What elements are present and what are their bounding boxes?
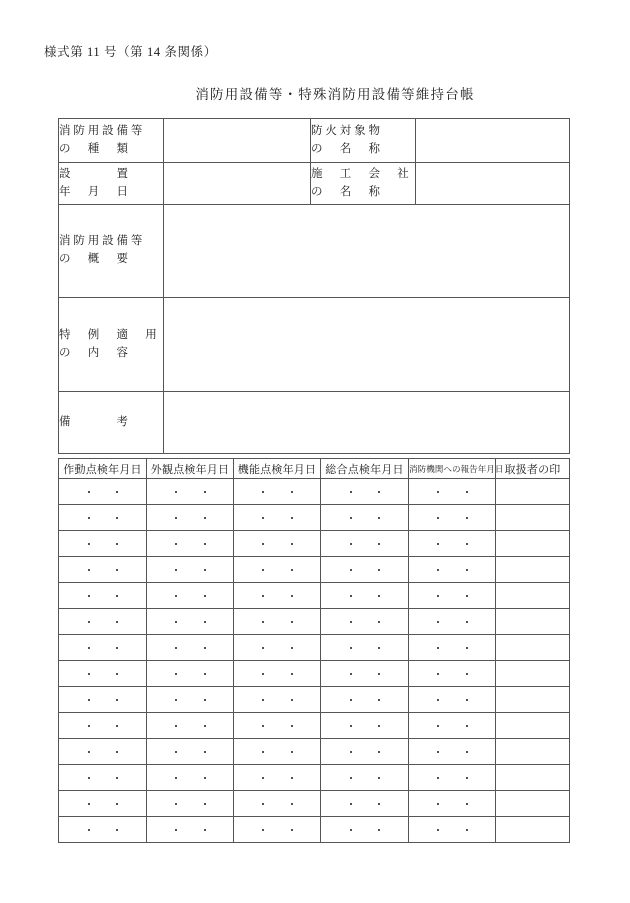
value-property-name[interactable] bbox=[416, 119, 570, 163]
date-separator-dot bbox=[466, 725, 468, 727]
table-row bbox=[59, 119, 570, 163]
label-line-2: の 種 類 bbox=[59, 142, 128, 155]
date-separator-dot bbox=[466, 803, 468, 805]
table-row bbox=[59, 817, 570, 843]
label-line-2: の 名 称 bbox=[311, 142, 380, 155]
date-separator-dot bbox=[262, 751, 264, 753]
date-separator-dot bbox=[262, 673, 264, 675]
inspection-date-cell[interactable] bbox=[321, 739, 409, 765]
date-separator-dot bbox=[437, 803, 439, 805]
handler-seal-cell[interactable] bbox=[496, 791, 570, 817]
date-separator-dot bbox=[378, 621, 380, 623]
inspection-date-cell[interactable] bbox=[321, 531, 409, 557]
inspection-date-cell[interactable] bbox=[321, 817, 409, 843]
inspection-date-cell[interactable] bbox=[59, 687, 147, 713]
date-separator-dot bbox=[350, 777, 352, 779]
date-separator-dot bbox=[116, 517, 118, 519]
inspection-date-cell[interactable] bbox=[409, 505, 496, 531]
inspection-date-cell[interactable] bbox=[234, 479, 321, 505]
label-line-2: の 内 容 bbox=[59, 346, 128, 359]
date-separator-dot bbox=[291, 699, 293, 701]
date-separator-dot bbox=[116, 699, 118, 701]
date-separator-dot bbox=[116, 829, 118, 831]
date-separator-dot bbox=[262, 777, 264, 779]
label-line-2: 年 月 日 bbox=[59, 185, 128, 198]
label-special-exemption bbox=[59, 298, 164, 392]
date-separator-dot bbox=[437, 673, 439, 675]
date-separator-dot bbox=[88, 829, 90, 831]
date-separator-dot bbox=[291, 725, 293, 727]
table-row bbox=[59, 765, 570, 791]
label-line-2: の 概 要 bbox=[59, 253, 128, 265]
handler-seal-cell[interactable] bbox=[496, 635, 570, 661]
column-header-function-inspection: 機能点検年月日 bbox=[234, 459, 321, 479]
date-separator-dot bbox=[437, 543, 439, 545]
table-row bbox=[59, 557, 570, 583]
inspection-date-cell[interactable] bbox=[321, 479, 409, 505]
date-separator-dot bbox=[175, 543, 177, 545]
value-install-date[interactable] bbox=[164, 163, 311, 205]
date-separator-dot bbox=[116, 725, 118, 727]
inspection-date-cell[interactable] bbox=[409, 817, 496, 843]
handler-seal-cell[interactable] bbox=[496, 661, 570, 687]
inspection-date-cell[interactable] bbox=[59, 765, 147, 791]
date-separator-dot bbox=[175, 673, 177, 675]
date-separator-dot bbox=[378, 517, 380, 519]
inspection-date-cell[interactable] bbox=[409, 765, 496, 791]
label-install-date bbox=[59, 163, 164, 205]
date-separator-dot bbox=[350, 725, 352, 727]
inspection-date-cell[interactable] bbox=[234, 661, 321, 687]
inspection-date-cell[interactable] bbox=[409, 609, 496, 635]
date-separator-dot bbox=[204, 673, 206, 675]
inspection-date-cell[interactable] bbox=[147, 635, 234, 661]
date-separator-dot bbox=[350, 647, 352, 649]
table-row bbox=[59, 298, 570, 392]
date-separator-dot bbox=[437, 621, 439, 623]
inspection-date-cell[interactable] bbox=[409, 661, 496, 687]
date-separator-dot bbox=[175, 491, 177, 493]
date-separator-dot bbox=[116, 803, 118, 805]
date-separator-dot bbox=[88, 595, 90, 597]
handler-seal-cell[interactable] bbox=[496, 583, 570, 609]
date-separator-dot bbox=[291, 517, 293, 519]
label-line-1: 設 置 bbox=[59, 167, 128, 180]
date-separator-dot bbox=[204, 725, 206, 727]
inspection-date-cell[interactable] bbox=[59, 661, 147, 687]
date-separator-dot bbox=[350, 673, 352, 675]
date-separator-dot bbox=[88, 491, 90, 493]
inspection-date-cell[interactable] bbox=[321, 609, 409, 635]
column-header-fire-dept-report: 消防機関への報告年月日 bbox=[409, 459, 496, 479]
label-line-1: 消 防 用 設 備 等 bbox=[59, 235, 143, 248]
inspection-date-cell[interactable] bbox=[409, 583, 496, 609]
column-header-comprehensive-inspection: 総合点検年月日 bbox=[321, 459, 409, 479]
inspection-date-cell[interactable] bbox=[409, 687, 496, 713]
table-row bbox=[59, 791, 570, 817]
inspection-date-cell[interactable] bbox=[59, 583, 147, 609]
inspection-date-cell[interactable] bbox=[59, 557, 147, 583]
inspection-date-cell[interactable] bbox=[147, 505, 234, 531]
date-separator-dot bbox=[466, 777, 468, 779]
date-separator-dot bbox=[437, 569, 439, 571]
date-separator-dot bbox=[116, 751, 118, 753]
date-separator-dot bbox=[88, 699, 90, 701]
date-separator-dot bbox=[466, 751, 468, 753]
inspection-date-cell[interactable] bbox=[234, 583, 321, 609]
inspection-date-cell[interactable] bbox=[409, 713, 496, 739]
table-row bbox=[59, 505, 570, 531]
form-number: 様式第 11 号（第 14 条関係） bbox=[44, 45, 217, 59]
date-separator-dot bbox=[204, 829, 206, 831]
date-separator-dot bbox=[204, 595, 206, 597]
table-row bbox=[59, 609, 570, 635]
date-separator-dot bbox=[262, 621, 264, 623]
date-separator-dot bbox=[466, 595, 468, 597]
inspection-date-cell[interactable] bbox=[409, 531, 496, 557]
label-equipment-type bbox=[59, 119, 164, 163]
handler-seal-cell[interactable] bbox=[496, 609, 570, 635]
inspection-date-cell[interactable] bbox=[59, 479, 147, 505]
inspection-date-cell[interactable] bbox=[59, 609, 147, 635]
date-separator-dot bbox=[350, 803, 352, 805]
date-separator-dot bbox=[204, 751, 206, 753]
date-separator-dot bbox=[204, 491, 206, 493]
label-line-2: の 名 称 bbox=[311, 185, 380, 198]
date-separator-dot bbox=[204, 803, 206, 805]
table-header-row bbox=[59, 459, 570, 479]
date-separator-dot bbox=[466, 673, 468, 675]
date-separator-dot bbox=[88, 725, 90, 727]
column-header-handler-seal: 取扱者の印 bbox=[496, 459, 570, 479]
inspection-log-body bbox=[59, 479, 570, 843]
inspection-date-cell[interactable] bbox=[409, 557, 496, 583]
inspection-date-cell[interactable] bbox=[59, 531, 147, 557]
date-separator-dot bbox=[116, 647, 118, 649]
inspection-date-cell[interactable] bbox=[409, 739, 496, 765]
table-row bbox=[59, 163, 570, 205]
date-separator-dot bbox=[466, 491, 468, 493]
inspection-date-cell[interactable] bbox=[147, 557, 234, 583]
value-equipment-outline[interactable] bbox=[164, 205, 570, 298]
date-separator-dot bbox=[88, 803, 90, 805]
date-separator-dot bbox=[378, 829, 380, 831]
date-separator-dot bbox=[204, 621, 206, 623]
date-separator-dot bbox=[350, 751, 352, 753]
value-remarks[interactable] bbox=[164, 392, 570, 454]
date-separator-dot bbox=[262, 829, 264, 831]
inspection-date-cell[interactable] bbox=[321, 583, 409, 609]
inspection-date-cell[interactable] bbox=[234, 739, 321, 765]
date-separator-dot bbox=[88, 751, 90, 753]
handler-seal-cell[interactable] bbox=[496, 557, 570, 583]
inspection-date-cell[interactable] bbox=[147, 817, 234, 843]
date-separator-dot bbox=[437, 751, 439, 753]
inspection-date-cell[interactable] bbox=[234, 635, 321, 661]
date-separator-dot bbox=[262, 595, 264, 597]
label-line-1: 施 工 会 社 bbox=[311, 167, 409, 180]
table-row bbox=[59, 479, 570, 505]
inspection-date-cell[interactable] bbox=[321, 661, 409, 687]
inspection-date-cell[interactable] bbox=[409, 791, 496, 817]
inspection-date-cell[interactable] bbox=[321, 687, 409, 713]
inspection-date-cell[interactable] bbox=[321, 713, 409, 739]
handler-seal-cell[interactable] bbox=[496, 687, 570, 713]
inspection-date-cell[interactable] bbox=[147, 609, 234, 635]
date-separator-dot bbox=[262, 543, 264, 545]
date-separator-dot bbox=[291, 751, 293, 753]
inspection-date-cell[interactable] bbox=[147, 583, 234, 609]
date-separator-dot bbox=[175, 595, 177, 597]
inspection-date-cell[interactable] bbox=[59, 635, 147, 661]
date-separator-dot bbox=[291, 673, 293, 675]
date-separator-dot bbox=[88, 647, 90, 649]
date-separator-dot bbox=[175, 803, 177, 805]
date-separator-dot bbox=[175, 725, 177, 727]
date-separator-dot bbox=[175, 569, 177, 571]
handler-seal-cell[interactable] bbox=[496, 739, 570, 765]
date-separator-dot bbox=[437, 699, 439, 701]
inspection-date-cell[interactable] bbox=[147, 765, 234, 791]
date-separator-dot bbox=[437, 777, 439, 779]
date-separator-dot bbox=[262, 491, 264, 493]
maintenance-info-table bbox=[58, 118, 570, 454]
label-line-1: 防 火 対 象 物 bbox=[311, 124, 380, 137]
date-separator-dot bbox=[175, 777, 177, 779]
table-row bbox=[59, 739, 570, 765]
date-separator-dot bbox=[350, 491, 352, 493]
date-separator-dot bbox=[204, 699, 206, 701]
date-separator-dot bbox=[378, 777, 380, 779]
date-separator-dot bbox=[291, 595, 293, 597]
date-separator-dot bbox=[262, 803, 264, 805]
value-special-exemption[interactable] bbox=[164, 298, 570, 392]
date-separator-dot bbox=[262, 725, 264, 727]
inspection-date-cell[interactable] bbox=[321, 635, 409, 661]
date-separator-dot bbox=[378, 595, 380, 597]
date-separator-dot bbox=[378, 803, 380, 805]
date-separator-dot bbox=[378, 699, 380, 701]
inspection-date-cell[interactable] bbox=[59, 739, 147, 765]
date-separator-dot bbox=[350, 543, 352, 545]
inspection-date-cell[interactable] bbox=[321, 505, 409, 531]
date-separator-dot bbox=[175, 647, 177, 649]
inspection-date-cell[interactable] bbox=[234, 713, 321, 739]
date-separator-dot bbox=[437, 647, 439, 649]
date-separator-dot bbox=[175, 751, 177, 753]
table-row bbox=[59, 687, 570, 713]
date-separator-dot bbox=[262, 699, 264, 701]
date-separator-dot bbox=[262, 647, 264, 649]
label-line-1: 備 考 bbox=[59, 415, 128, 428]
handler-seal-cell[interactable] bbox=[496, 713, 570, 739]
column-header-appearance-inspection: 外観点検年月日 bbox=[147, 459, 234, 479]
date-separator-dot bbox=[88, 777, 90, 779]
date-separator-dot bbox=[262, 569, 264, 571]
date-separator-dot bbox=[116, 491, 118, 493]
inspection-date-cell[interactable] bbox=[409, 479, 496, 505]
date-separator-dot bbox=[291, 829, 293, 831]
inspection-date-cell[interactable] bbox=[321, 557, 409, 583]
inspection-date-cell[interactable] bbox=[147, 713, 234, 739]
handler-seal-cell[interactable] bbox=[496, 817, 570, 843]
table-row bbox=[59, 583, 570, 609]
date-separator-dot bbox=[378, 543, 380, 545]
inspection-date-cell[interactable] bbox=[147, 531, 234, 557]
date-separator-dot bbox=[437, 491, 439, 493]
date-separator-dot bbox=[204, 777, 206, 779]
inspection-date-cell[interactable] bbox=[234, 817, 321, 843]
date-separator-dot bbox=[116, 569, 118, 571]
date-separator-dot bbox=[378, 569, 380, 571]
value-equipment-type[interactable] bbox=[164, 119, 311, 163]
inspection-date-cell[interactable] bbox=[59, 505, 147, 531]
date-separator-dot bbox=[88, 621, 90, 623]
table-row bbox=[59, 713, 570, 739]
date-separator-dot bbox=[466, 543, 468, 545]
date-separator-dot bbox=[88, 517, 90, 519]
inspection-date-cell[interactable] bbox=[147, 687, 234, 713]
date-separator-dot bbox=[291, 621, 293, 623]
date-separator-dot bbox=[378, 673, 380, 675]
handler-seal-cell[interactable] bbox=[496, 531, 570, 557]
date-separator-dot bbox=[204, 543, 206, 545]
date-separator-dot bbox=[350, 595, 352, 597]
label-property-name bbox=[311, 119, 416, 163]
date-separator-dot bbox=[116, 777, 118, 779]
table-row bbox=[59, 635, 570, 661]
inspection-date-cell[interactable] bbox=[234, 609, 321, 635]
date-separator-dot bbox=[378, 725, 380, 727]
inspection-date-cell[interactable] bbox=[234, 505, 321, 531]
date-separator-dot bbox=[175, 699, 177, 701]
date-separator-dot bbox=[175, 517, 177, 519]
handler-seal-cell[interactable] bbox=[496, 765, 570, 791]
table-row bbox=[59, 531, 570, 557]
date-separator-dot bbox=[437, 829, 439, 831]
date-separator-dot bbox=[88, 543, 90, 545]
date-separator-dot bbox=[437, 725, 439, 727]
date-separator-dot bbox=[350, 517, 352, 519]
table-row bbox=[59, 205, 570, 298]
date-separator-dot bbox=[291, 569, 293, 571]
date-separator-dot bbox=[116, 621, 118, 623]
date-separator-dot bbox=[378, 751, 380, 753]
date-separator-dot bbox=[378, 491, 380, 493]
date-separator-dot bbox=[116, 673, 118, 675]
label-line-1: 消 防 用 設 備 等 bbox=[59, 124, 143, 137]
date-separator-dot bbox=[175, 829, 177, 831]
handler-seal-cell[interactable] bbox=[496, 505, 570, 531]
inspection-date-cell[interactable] bbox=[234, 557, 321, 583]
date-separator-dot bbox=[291, 803, 293, 805]
inspection-date-cell[interactable] bbox=[234, 765, 321, 791]
column-header-operation-inspection: 作動点検年月日 bbox=[59, 459, 147, 479]
date-separator-dot bbox=[262, 517, 264, 519]
inspection-date-cell[interactable] bbox=[147, 661, 234, 687]
date-separator-dot bbox=[466, 829, 468, 831]
label-equipment-outline bbox=[59, 205, 164, 298]
date-separator-dot bbox=[437, 517, 439, 519]
table-row bbox=[59, 661, 570, 687]
table-row bbox=[59, 392, 570, 454]
date-separator-dot bbox=[466, 647, 468, 649]
date-separator-dot bbox=[291, 543, 293, 545]
inspection-date-cell[interactable] bbox=[147, 791, 234, 817]
label-line-1: 特 例 適 用 bbox=[59, 328, 157, 341]
date-separator-dot bbox=[291, 647, 293, 649]
date-separator-dot bbox=[350, 569, 352, 571]
date-separator-dot bbox=[116, 543, 118, 545]
date-separator-dot bbox=[466, 569, 468, 571]
inspection-date-cell[interactable] bbox=[147, 739, 234, 765]
handler-seal-cell[interactable] bbox=[496, 479, 570, 505]
inspection-date-cell[interactable] bbox=[147, 479, 234, 505]
inspection-date-cell[interactable] bbox=[321, 765, 409, 791]
inspection-date-cell[interactable] bbox=[409, 635, 496, 661]
date-separator-dot bbox=[466, 621, 468, 623]
page-title: 消防用設備等・特殊消防用設備等維持台帳 bbox=[195, 87, 475, 102]
date-separator-dot bbox=[175, 621, 177, 623]
inspection-log-table bbox=[58, 458, 570, 843]
inspection-date-cell[interactable] bbox=[59, 713, 147, 739]
date-separator-dot bbox=[350, 621, 352, 623]
date-separator-dot bbox=[466, 517, 468, 519]
value-contractor-name[interactable] bbox=[416, 163, 570, 205]
date-separator-dot bbox=[116, 595, 118, 597]
label-contractor-name bbox=[311, 163, 416, 205]
inspection-date-cell[interactable] bbox=[59, 817, 147, 843]
inspection-date-cell[interactable] bbox=[234, 687, 321, 713]
date-separator-dot bbox=[204, 517, 206, 519]
date-separator-dot bbox=[204, 647, 206, 649]
date-separator-dot bbox=[291, 491, 293, 493]
date-separator-dot bbox=[466, 699, 468, 701]
label-remarks bbox=[59, 392, 164, 454]
date-separator-dot bbox=[378, 647, 380, 649]
inspection-date-cell[interactable] bbox=[59, 791, 147, 817]
date-separator-dot bbox=[291, 777, 293, 779]
date-separator-dot bbox=[88, 673, 90, 675]
date-separator-dot bbox=[204, 569, 206, 571]
date-separator-dot bbox=[350, 699, 352, 701]
inspection-date-cell[interactable] bbox=[234, 531, 321, 557]
inspection-date-cell[interactable] bbox=[234, 791, 321, 817]
inspection-date-cell[interactable] bbox=[321, 791, 409, 817]
date-separator-dot bbox=[350, 829, 352, 831]
date-separator-dot bbox=[437, 595, 439, 597]
date-separator-dot bbox=[88, 569, 90, 571]
